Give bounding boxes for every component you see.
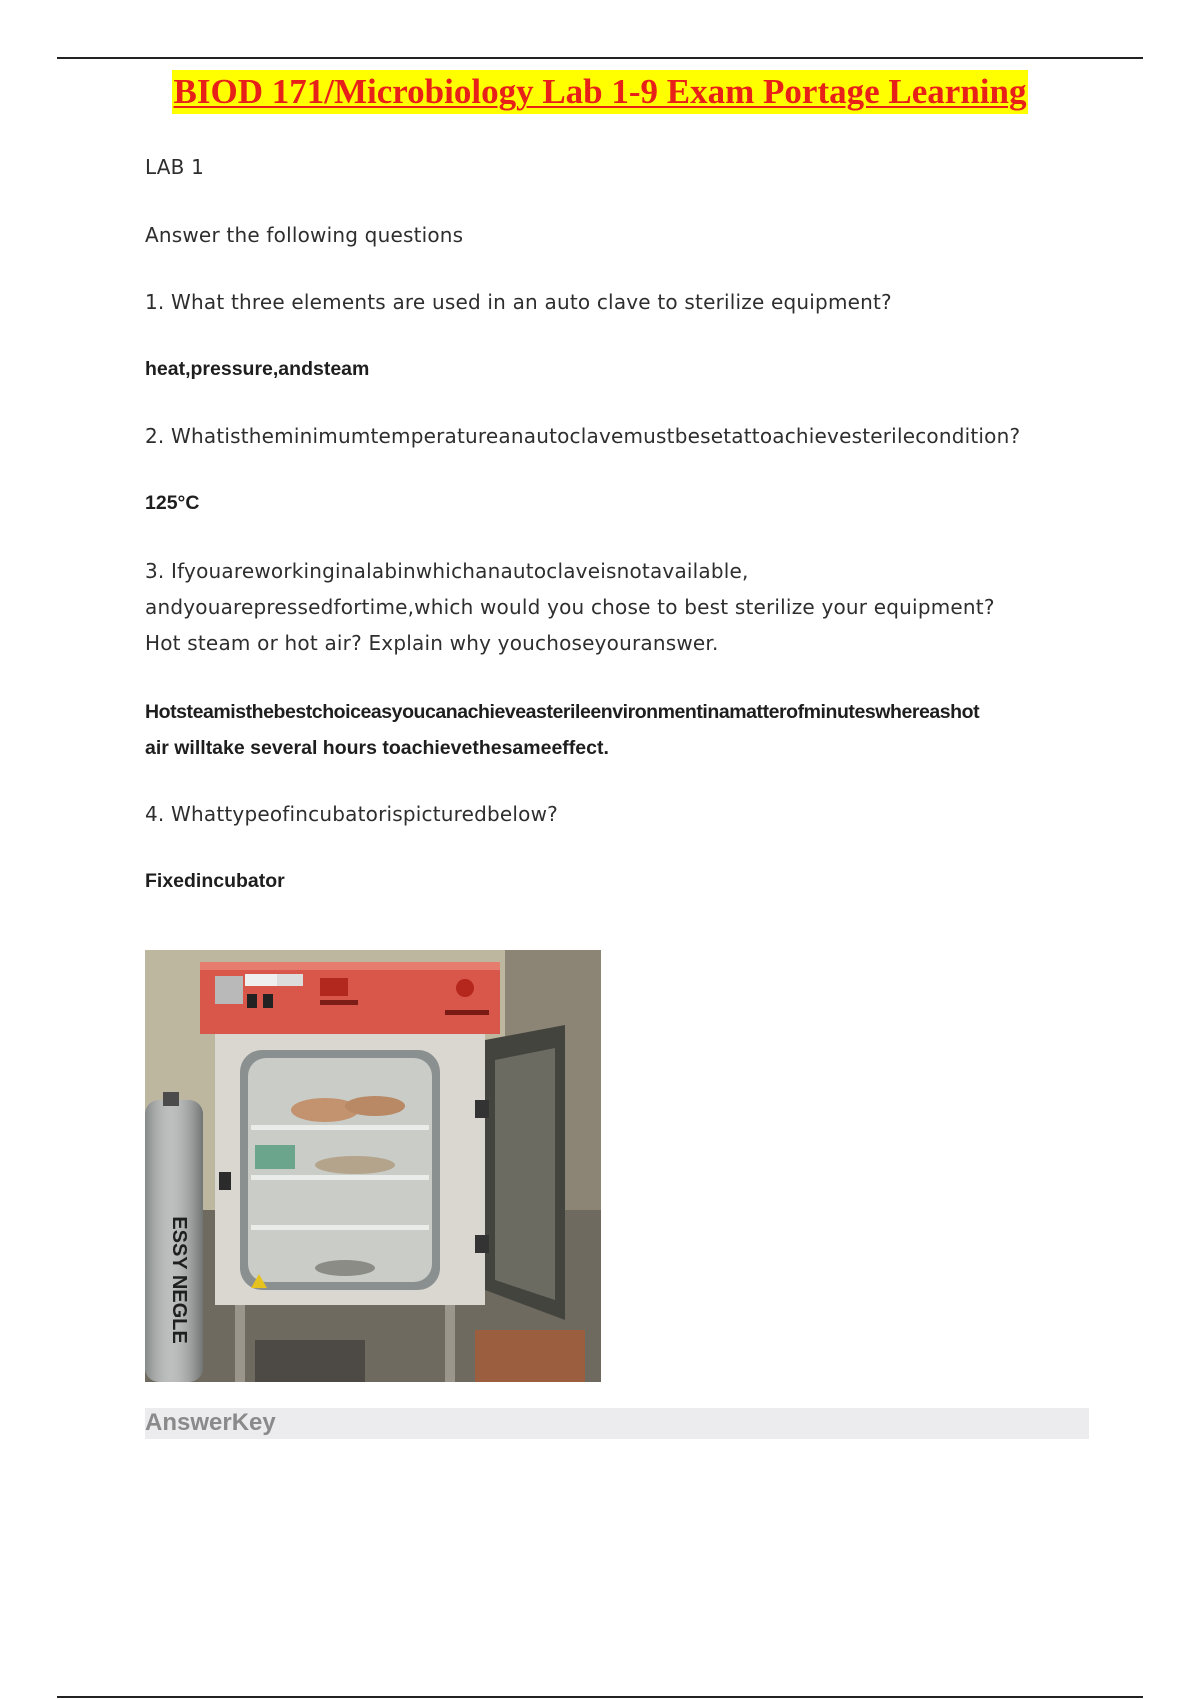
question-3-line-3: Hot steam or hot air? Explain why youchoseyouranswer. xyxy=(145,631,719,655)
question-3-line-2: andyouarepressedfortime,which would you chose to best sterilize your equipment? xyxy=(145,595,995,619)
document-title: BIOD 171/Microbiology Lab 1-9 Exam Portage Learning xyxy=(172,70,1029,114)
answer-2: 125°C xyxy=(145,492,200,514)
answer-4: Fixedincubator xyxy=(145,870,285,892)
title-container xyxy=(0,70,1200,114)
question-4: 4. Whattypeofincubatorispicturedbelow? xyxy=(145,802,558,826)
section-heading: LAB 1 xyxy=(145,155,205,179)
question-2: 2. Whatistheminimumtemperatureanautoclavemustbesetattoachievesterilecondition? xyxy=(145,424,1021,448)
answer-3-line-1: Hotsteamisthebestchoiceasyoucanachieveasterileenvironmentinamatterofminuteswhereashot xyxy=(145,701,980,723)
question-3-line-1: 3. Ifyouareworkinginalabinwhichanautoclaveisnotavailable, xyxy=(145,559,749,583)
cylinder-label: ESSY NEGLE xyxy=(168,1216,190,1344)
answer-1: heat,pressure,andsteam xyxy=(145,358,370,380)
answer-3-line-2: air willtake several hours toachievethesameeffect. xyxy=(145,737,609,759)
answer-key-label: AnswerKey xyxy=(145,1409,276,1436)
top-rule xyxy=(57,57,1143,59)
incubator-photo xyxy=(145,950,601,1382)
instructions-text: Answer the following questions xyxy=(145,223,464,247)
bottom-rule xyxy=(57,1696,1143,1698)
answer-key-banner xyxy=(145,1408,1089,1439)
question-1: 1. What three elements are used in an auto clave to sterilize equipment? xyxy=(145,290,892,314)
